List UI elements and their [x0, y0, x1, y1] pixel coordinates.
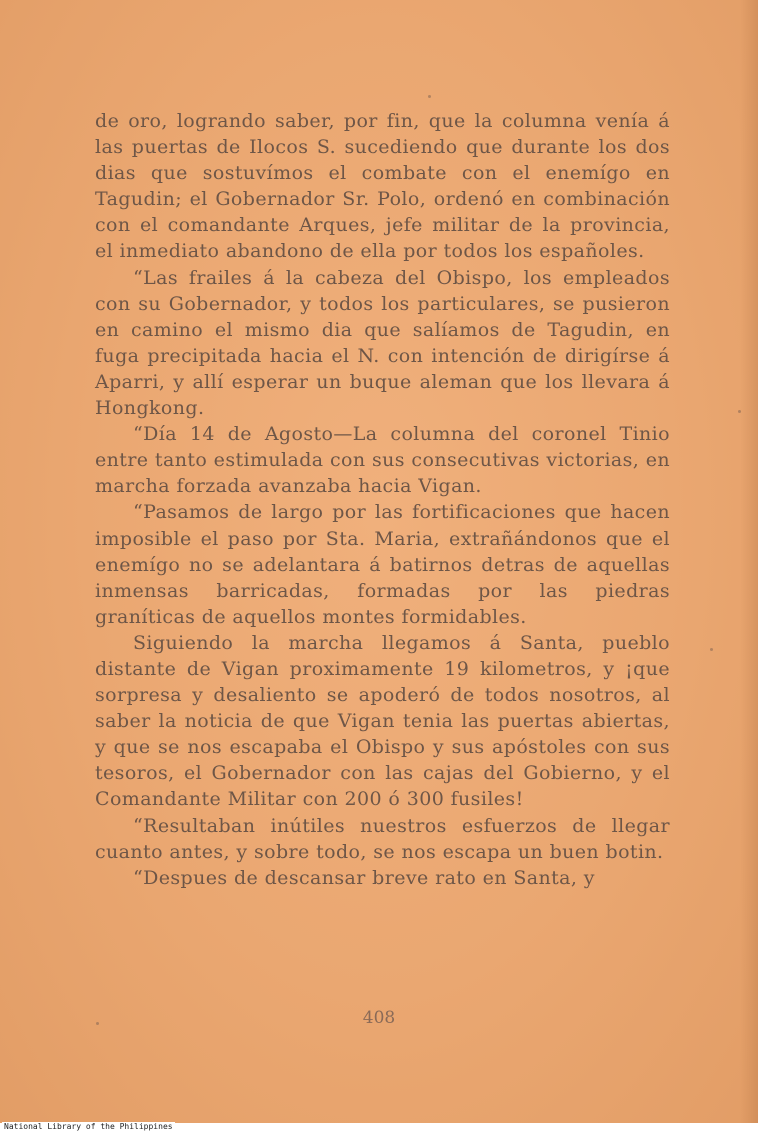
- paragraph: de oro, logrando saber, por fin, que la columna venía á las puertas de Ilocos S. sucediendo que durante los dos dias que sostuvímos el combate con el enemígo en Tagudin; el Gobernador Sr. Polo, ordenó en combinación con el comandante Arques, jefe militar de la provincia, el inmediato abandono de ella por todos los españoles.: [95, 110, 670, 263]
- paragraph: “Día 14 de Agosto—La columna del coronel Tinio entre tanto estimulada con sus consecutivas victorias, en marcha forzada avanzaba hacia Vigan.: [95, 423, 670, 498]
- body-text: [95, 108, 670, 891]
- page-number: 408: [362, 1008, 396, 1028]
- paragraph: “Resultaban inútiles nuestros esfuerzos de llegar cuanto antes, y sobre todo, se nos escapa un buen botin.: [95, 814, 670, 863]
- page-edge-shadow: [740, 0, 758, 1133]
- dust-speck: [428, 95, 431, 98]
- dust-speck: [738, 410, 741, 413]
- paragraph: “Las frailes á la cabeza del Obispo, los empleados con su Gobernador, y todos los particulares, se pusieron en camino el mismo dia que salíamos de Tagudin, en fuga precipitada hacia el N. con intención de dirigírse á Aparri, y allí esperar un buque aleman que los llevara á Hongkong.: [95, 266, 670, 420]
- paragraph: Siguiendo la marcha llegamos á Santa, pueblo distante de Vigan proximamente 19 kilometros, y ¡que sorpresa y desaliento se apoderó de todos nosotros, al saber la noticia de que Vigan tenia las puertas abiertas, y que se nos escapaba el Obispo y sus apóstoles con sus tesoros, el Gobernador con las cajas del Gobierno, y el Comandante Militar con 200 ó 300 fusiles!: [95, 631, 670, 811]
- paragraph: “Pasamos de largo por las fortificaciones que hacen imposible el paso por Sta. Maria, extrañándonos que el enemígo no se adelantara á batirnos detras de aquellas inmensas barricadas, formadas por las piedras graníticas de aquellos montes formidables.: [95, 501, 670, 628]
- paragraph: “Despues de descansar breve rato en Santa, y: [133, 866, 595, 889]
- dust-speck: [710, 648, 713, 651]
- footer-credit: National Library of the Philippines: [4, 1122, 173, 1131]
